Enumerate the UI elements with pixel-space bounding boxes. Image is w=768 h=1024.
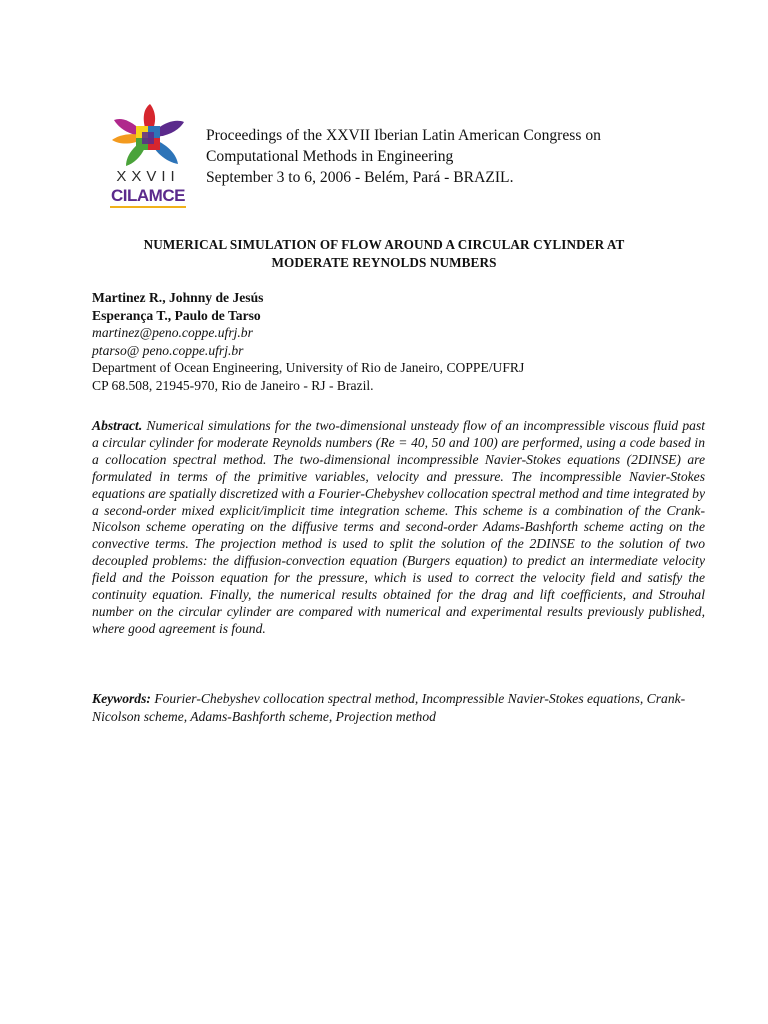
author-name: Martinez R., Johnny de Jesús	[92, 290, 264, 305]
logo-wordmark: CILAMCE	[106, 186, 190, 208]
paper-title-line-2: MODERATE REYNOLDS NUMBERS	[271, 255, 497, 270]
author-name: Esperança T., Paulo de Tarso	[92, 307, 261, 323]
cilamce-logo	[106, 104, 190, 214]
keywords-text: Fourier-Chebyshev collocation spectral method, Incompressible Navier-Stokes equations, Crank-Nicolson scheme, Adams-Bashforth scheme, Projection method	[92, 691, 686, 724]
abstract-text: Numerical simulations for the two-dimensional unsteady flow of an incompressible viscous fluid past a circular cylinder for moderate Reynolds numbers (Re = 40, 50 and 100) are performed, using a code based in a collocation spectral method. The two-dimensional incompressible Navier-Stokes equations (2DINSE) are formulated in terms of the primitive variables, velocity and pressure. The incompressible Navier-Stokes equations are spatially discretized with a Fourier-Chebyshev collocation spectral method and time integrated by a second-order mixed explicit/implicit time integration scheme. This scheme is a combination of the Crank-Nicolson scheme operating on the diffusive terms and second-order Adams-Bashforth scheme acting on the convective terms. The projection method is used to split the solution of the 2DINSE to the solution of two decoupled problems: the diffusion-convection equation (Burgers equation) to predict an intermediate velocity field and the Poisson equation for the pressure, which is used to correct the velocity field and satisfy the continuity equation. Finally, the numerical results obtained for the drag and lift coefficients, and Strouhal number on the circular cylinder are compared with numerical and experimental results previously published, where good agreement is found.	[92, 418, 706, 636]
author-email: ptarso@ peno.coppe.ufrj.br	[92, 342, 244, 358]
affiliation-address: CP 68.508, 21945-970, Rio de Janeiro - RJ - Brazil.	[92, 377, 374, 393]
paper-title-line-1: NUMERICAL SIMULATION OF FLOW AROUND A CIRCULAR CYLINDER AT	[143, 237, 625, 252]
proceedings-line-2: Computational Methods in Engineering	[206, 148, 454, 165]
logo-roman-numeral: XXVII	[116, 168, 180, 185]
authors-block	[92, 289, 692, 394]
affiliation-line: Department of Ocean Engineering, University of Rio de Janeiro, COPPE/UFRJ	[92, 360, 525, 375]
proceedings-line-3: September 3 to 6, 2006 - Belém, Pará - BRAZIL.	[206, 169, 514, 186]
proceedings-line-1: Proceedings of the XXVII Iberian Latin American Congress on	[206, 127, 601, 144]
author-email: martinez@peno.coppe.ufrj.br	[92, 325, 253, 340]
paper-title	[80, 236, 688, 272]
pinwheel-logo-icon	[106, 104, 190, 170]
keywords-label: Keywords:	[92, 691, 151, 706]
abstract-label: Abstract.	[92, 418, 143, 433]
abstract-paragraph	[92, 418, 705, 638]
keywords-paragraph	[92, 690, 705, 725]
proceedings-header	[206, 125, 726, 188]
